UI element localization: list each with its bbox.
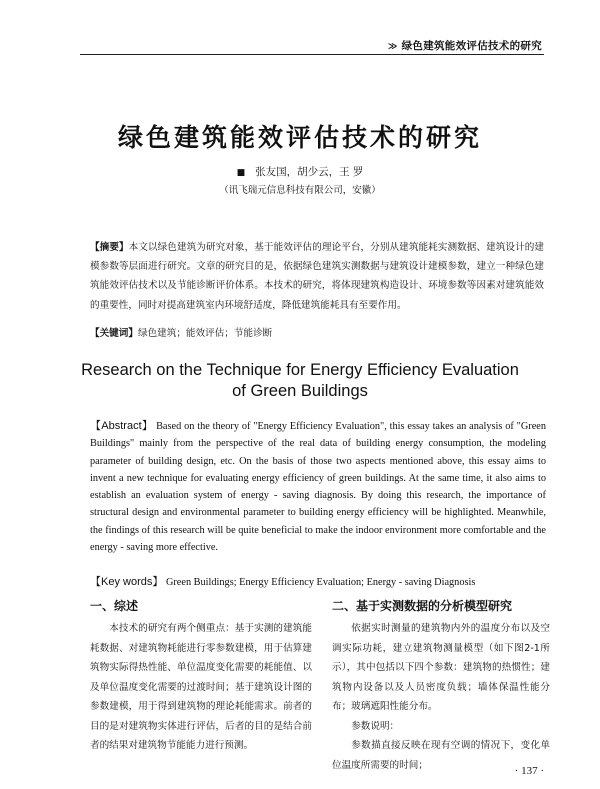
abstract-cn-label: 【摘要】 (90, 242, 129, 253)
paper-title-en-line1: Research on the Technique for Energy Efficiency Evaluation (81, 361, 519, 379)
keywords-en (90, 573, 475, 589)
column-right (332, 596, 550, 775)
keywords-cn-label: 【关键词】 (90, 328, 138, 339)
running-head-mark: ≫ (387, 42, 398, 52)
section2-para2: 参数说明： (351, 720, 400, 732)
authors (0, 164, 600, 179)
column-left (90, 596, 312, 756)
abstract-cn-text: 本文以绿色建筑为研究对象，基于能效评估的理论平台，分别从建筑能耗实测数据、建筑设计的建模参数等层面进行研究。文章的研究目的是，依据绿色建筑实测数据与建筑设计建模参数，建立一种绿色建筑能效评估技术以及节能诊断评价体系。本技术的研究，将体现建筑构造设计、环境参数等因素对建筑能效的重要性，同时对提高建筑室内环境舒适度，降低建筑能耗具有至要作用。 (90, 242, 545, 311)
section2-para3: 参数描直接反映在现有空调的情况下，变化单位温度所需要的时间； (332, 740, 550, 771)
keywords-en-label: 【Key words】 (90, 576, 164, 588)
paper-title-en (0, 360, 600, 402)
section2-heading: 二、基于实测数据的分析模型研究 (332, 599, 513, 613)
keywords-en-text: Green Buildings; Energy Efficiency Evaluation; Energy - saving Diagnosis (165, 577, 476, 588)
author-marker: ■ (236, 168, 246, 178)
abstract-en (90, 418, 546, 556)
paper-title-en-line2: of Green Buildings (232, 382, 368, 400)
affiliation: （讯飞瑞元信息科技有限公司，安徽） (219, 185, 381, 196)
header-rule (80, 54, 544, 55)
section2-para1: 依据实时测量的建筑物内外的温度分布以及空调实际功耗，建立建筑物测量模型（如下图2-1所示），其中包括以下四个参数：建筑物的热惯性；建筑物内设备以及人员密度负载；墙体保温性能分布；玻璃遮阳性能分布。 (332, 623, 550, 712)
page-number: · 137 · (514, 765, 544, 777)
keywords-cn (90, 325, 272, 339)
abstract-en-text: Based on the theory of "Energy Efficiency Evaluation", this essay takes an analysis of "Green Buildings" mainly from the perspective of the real data of building energy consumption, the modeling parameter of building design, etc. On the basis of those two aspects mentioned above, this essay aims to invent a new technique for evaluating energy efficiency of green buildings. At the same time, it also aims to establish an evaluation system of energy - saving diagnosis. By doing this research, the importance of structural design and environmental parameter to building energy efficiency will be highlighted. Meanwhile, the findings of this research will be quite beneficial to make the indoor environment more comfortable and the energy - saving more effective. (90, 421, 546, 554)
keywords-cn-text: 绿色建筑；能效评估；节能诊断 (137, 328, 273, 339)
section1-para: 本技术的研究有两个侧重点：基于实测的建筑能耗数据、对建筑物耗能进行零参数建模，用于估算建筑物实际得热性能、单位温度变化需要的耗能值、以及单位温度变化需要的过渡时间；基于建筑设计图的参数建模，用于得到建筑物的理论耗能需求。前者的目的是对建筑物实体进行评估，后者的目的是结合前者的结果对建筑物节能能力进行预测。 (90, 623, 312, 751)
paper-title-cn: 绿色建筑能效评估技术的研究 (117, 123, 482, 152)
running-head-text: 绿色建筑能效评估技术的研究 (401, 40, 542, 52)
abstract-en-label: 【Abstract】 (90, 420, 154, 432)
author-names: 张友国，胡少云，王 罗 (255, 166, 364, 178)
abstract-cn (90, 238, 544, 315)
running-head (388, 38, 542, 53)
section1-heading: 一、综述 (90, 599, 139, 613)
